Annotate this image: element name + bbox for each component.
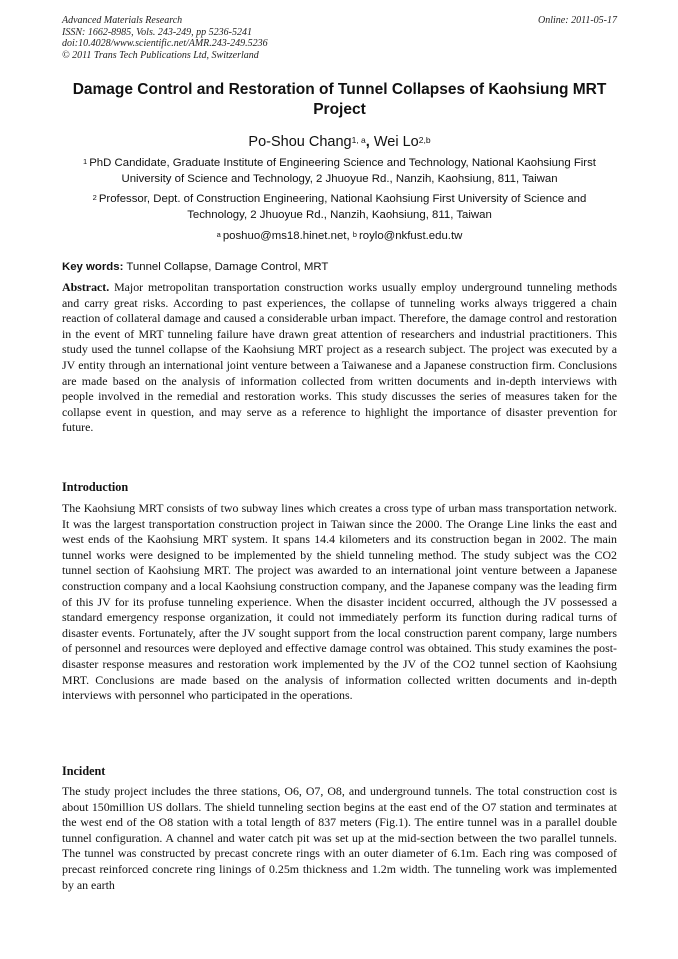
email-line [62, 229, 617, 245]
email-mark: b [352, 230, 357, 239]
affiliation-text: Professor, Dept. of Construction Engineering, National Kaohsiung First University of Science and Technology, 2 Jhuoyue Rd., Nanzih, Kaohsiung, 811, Taiwan [98, 193, 587, 221]
affiliation-mark: 1 [83, 157, 88, 166]
keywords [62, 260, 617, 275]
affiliation-text: PhD Candidate, Graduate Institute of Engineering Science and Technology, National Kaohsiung First University of Science and Technology, 2 Jhuoyue Rd., Nanzih, Kaohsiung, 811, Taiwan [89, 157, 596, 185]
issn-line: ISSN: 1662-8985, Vols. 243-249, pp 5236-5241 [62, 26, 252, 38]
author-separator: , [365, 134, 374, 150]
copyright-line: © 2011 Trans Tech Publications Ltd, Switzerland [62, 49, 259, 61]
author-superscript: 1, a [351, 135, 366, 145]
author-name: Wei Lo [373, 134, 419, 150]
incident-paragraph: The study project includes the three stations, O6, O7, O8, and underground tunnels. The total construction cost is about 150million US dollars. The shield tunneling section begins at the east end of the O7 station and terminates at the west end of the O8 station with a total length of 837 meters (Fig.1). The entire tunnel was in a parallel double tunnel configuration. A channel and water catch pit was set up at the mid-section between the two parallel tunnels. The tunnel was constructed by precast concrete rings with an outer diameter of 6.1m. Each ring was composed of precast reinforced concrete ring linings of 0.25m thickness and 1.2m width. The tunneling work was implemented by an earth [62, 784, 617, 892]
author-list [62, 132, 617, 152]
author-superscript: 2,b [418, 135, 431, 145]
affiliation-mark: 2 [92, 193, 97, 202]
online-date: Online: 2011-05-17 [538, 15, 617, 26]
introduction-paragraph: The Kaohsiung MRT consists of two subway lines which creates a cross type of urban mass transportation network. It was the largest transportation construction project in Taiwan since the 2000. The Orange Line links the east and west ends of the Kaohsiung MRT system. It spans 14.4 kilometers and its construction began in 2002. The main tunnel works were designed to be implemented by the shield tunneling method. The study subject was the CO2 tunnel section of Kaohsiung MRT. The project was awarded to an international joint venture between a Japanese construction company and a local Kaohsiung construction company, and the Japanese company was the leading firm of this JV for its profuse tunneling experience. When the disaster incident occurred, although the JV possessed a standard emergency response organization, it could not immediately perform its function during radical turns of disaster events. Fortunately, after the JV sought support from the local construction parent company, large numbers of personnel and resources were deployed and effective damage control was obtained. This study examines the post-disaster response measures and restoration work implemented by the JV of the CO2 tunnel section of Kaohsiung MRT. Conclusions are made based on the analysis of information collected written documents and in-depth interviews with personnel who participated in the operations. [62, 501, 617, 703]
journal-name: Advanced Materials Research [62, 15, 183, 26]
doi-line: doi:10.4028/www.scientific.net/AMR.243-249.5236 [62, 38, 268, 49]
abstract-label: Abstract. [62, 280, 110, 294]
keywords-label: Key words: [62, 261, 124, 273]
email-address: roylo@nkfust.edu.tw [358, 230, 463, 242]
author-name: Po-Shou Chang [248, 134, 352, 150]
paper-title: Damage Control and Restoration of Tunnel Collapses of Kaohsiung MRT Project [72, 81, 607, 118]
affiliation-2 [62, 192, 617, 223]
abstract-text: Major metropolitan transportation construction works usually employ underground tunneling methods and carry great risks. According to past experiences, the collapse of tunneling works always triggered a chain reaction of collateral damage and caused a considerable urban impact. Therefore, the damage control and restoration in the event of MRT tunneling failure have drawn great attention of researchers and industrial practitioners. This study used the tunnel collapse of the Kaohsiung MRT project as a research subject. The project was executed by a JV entity through an international joint venture between a Taiwanese and a Japanese construction firm. Conclusions are made based on the analysis of information collected from written documents and in-depth interviews with people involved in the remedial and restoration works. This study discusses the series of measures taken for the collapse event in question, and may serve as a reference to highlight the importance of disaster prevention for future. [62, 280, 617, 435]
email-mark: a [216, 230, 221, 239]
abstract-paragraph [62, 280, 617, 436]
journal-header [62, 15, 617, 61]
affiliation-1 [62, 156, 617, 187]
keywords-text: Tunnel Collapse, Damage Control, MRT [123, 261, 329, 273]
email-address: poshuo@ms18.hinet.net, [222, 230, 353, 242]
introduction-heading: Introduction [62, 480, 129, 494]
incident-heading: Incident [62, 764, 106, 778]
